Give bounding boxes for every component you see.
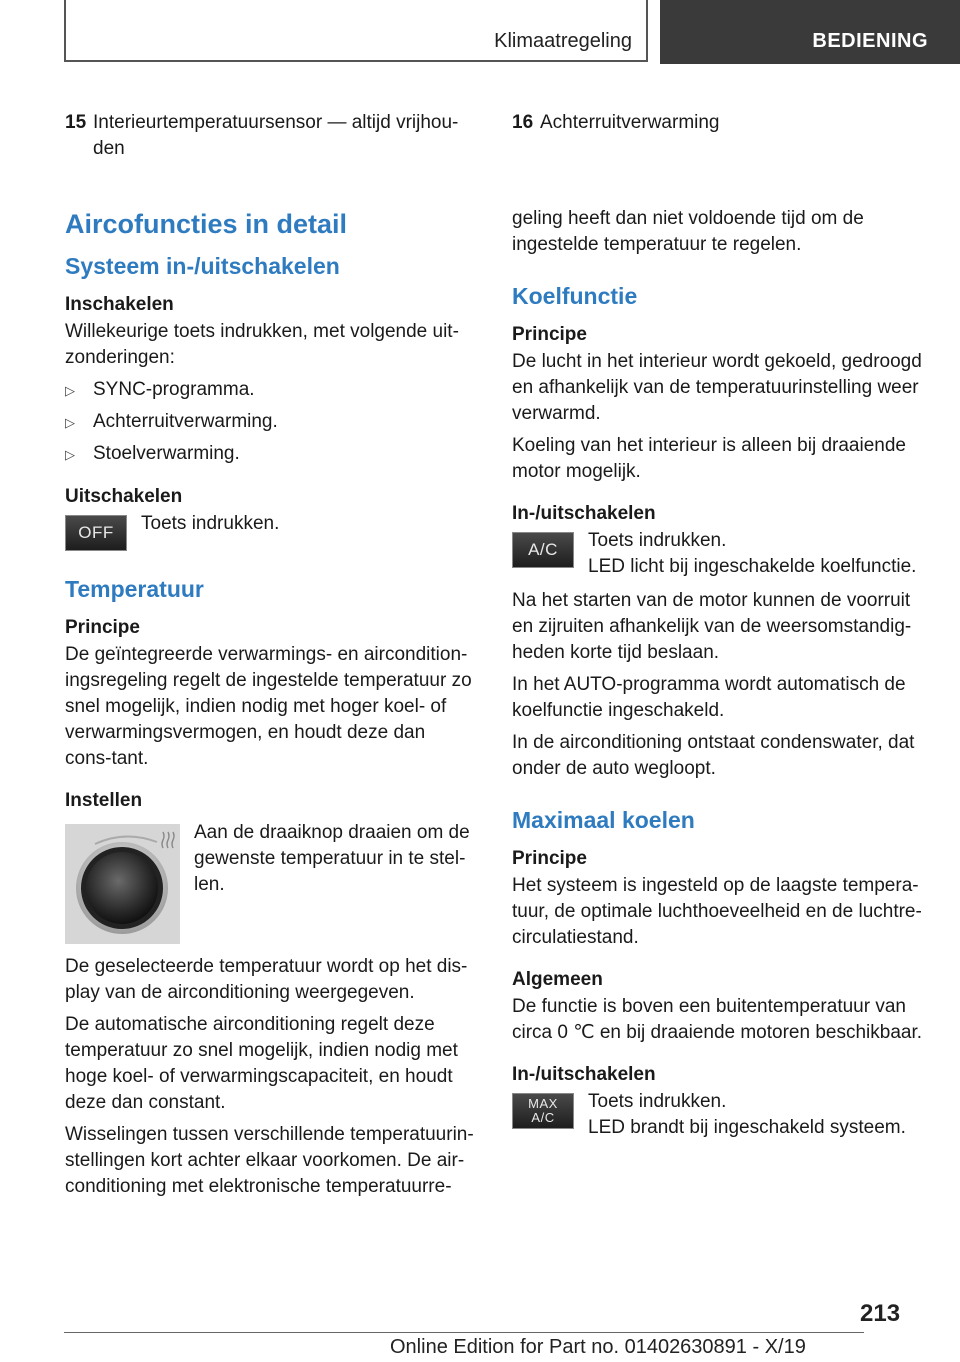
list-item: ▷ Achterruitverwarming. [65, 409, 475, 436]
edition-note: Online Edition for Part no. 01402630891 - X/19 [390, 1336, 806, 1358]
page-number: 213 [860, 1300, 901, 1327]
section-heading-cooling: Koelfunctie [512, 283, 638, 309]
subheading-principe: Principe [512, 848, 587, 869]
legend-text: Achterruitverwarming [540, 112, 720, 133]
ac-instruction [512, 528, 930, 580]
exception-list [65, 377, 475, 468]
paragraph: geling heeft dan niet voldoende tijd om de ingestelde temperatuur te regelen. [512, 208, 864, 255]
chapter-heading: Aircofuncties in detail [65, 209, 348, 239]
paragraph: Willekeurige toets indrukken, met volgende uit-zonderingen: [65, 321, 459, 368]
paragraph: De geselecteerde temperatuur wordt op het dis-play van de airconditioning weergegeven. [65, 956, 468, 1003]
left-column [65, 110, 475, 1206]
instruction-text: LED brandt bij ingeschakeld systeem. [588, 1117, 906, 1138]
subheading-inschakelen: Inschakelen [65, 294, 174, 315]
temperature-knob-image [65, 824, 180, 944]
section-heading-system: Systeem in-/uitschakelen [65, 253, 340, 279]
list-item: ▷ SYNC-programma. [65, 377, 475, 404]
instruction-text: Toets indrukken. [588, 530, 727, 551]
subheading-instellen: Instellen [65, 790, 143, 811]
instruction-text: Toets indrukken. [588, 1091, 727, 1112]
section-heading-max-cooling: Maximaal koelen [512, 807, 695, 833]
header-section-title: Klimaatregeling [494, 30, 632, 52]
legend-item-15 [65, 110, 475, 162]
paragraph: Koeling van het interieur is alleen bij draaiende motor mogelijk. [512, 435, 906, 482]
subheading-in-uitschakelen: In-/uitschakelen [512, 1064, 656, 1085]
legend-number: 16 [512, 112, 534, 133]
off-instruction [65, 511, 475, 551]
paragraph: In de airconditioning ontstaat condenswater, dat onder de auto wegloopt. [512, 732, 915, 779]
knob-instruction [65, 820, 475, 944]
instruction-text: Aan de draaiknop draaien om de gewenste temperatuur in te stel-len. [194, 822, 470, 895]
instruction-text: LED licht bij ingeschakelde koelfunctie. [588, 556, 917, 577]
triangle-bullet-icon: ▷ [65, 415, 75, 430]
legend-item-16 [512, 110, 930, 136]
paragraph: De lucht in het interieur wordt gekoeld, gedroogd en afhankelijk van de temperatuurinstelling weer verwarmd. [512, 351, 922, 424]
instruction-text: Toets indrukken. [141, 513, 280, 534]
paragraph: Na het starten van de motor kunnen de voorruit en zijruiten afhankelijk van de weersomstandig-heden korte tijd beslaan. [512, 590, 912, 663]
legend-text: Interieurtemperatuursensor — altijd vrijhou-den [93, 112, 459, 159]
triangle-bullet-icon: ▷ [65, 383, 75, 398]
subheading-principe: Principe [65, 617, 140, 638]
footer-divider [64, 1332, 864, 1333]
triangle-bullet-icon: ▷ [65, 447, 75, 462]
header-chapter-tab [660, 0, 960, 64]
rotary-knob-icon [65, 824, 180, 944]
paragraph: Het systeem is ingesteld op de laagste tempera-tuur, de optimale luchthoeveelheid en de luchtre-circulatiestand. [512, 875, 922, 948]
subheading-principe: Principe [512, 324, 587, 345]
paragraph: De functie is boven een buitentemperatuur van circa 0 ℃ en bij draaiende motoren beschikbaar. [512, 996, 923, 1043]
ac-button-icon: A/C [512, 532, 574, 568]
section-heading-temperature: Temperatuur [65, 576, 204, 602]
max-ac-instruction [512, 1089, 930, 1141]
paragraph: Wisselingen tussen verschillende temperatuurin-stellingen kort achter elkaar voorkomen. De air-conditioning met elektronische temperatuurre- [65, 1124, 474, 1197]
legend-number: 15 [65, 112, 87, 133]
header-section-tab [64, 0, 648, 62]
header-chapter-title: BEDIENING [812, 30, 928, 52]
subheading-algemeen: Algemeen [512, 969, 603, 990]
subheading-uitschakelen: Uitschakelen [65, 486, 183, 507]
max-ac-button-icon: MAX A/C [512, 1093, 574, 1129]
page-header [0, 0, 960, 66]
right-column [512, 110, 930, 1149]
off-button-icon: OFF [65, 515, 127, 551]
paragraph: In het AUTO-programma wordt automatisch de koelfunctie ingeschakeld. [512, 674, 906, 721]
paragraph: De geïntegreerde verwarmings- en aircondition-ingsregeling regelt de ingestelde temperatuur zo snel mogelijk, indien nodig met hoger koel- of verwarmingsvermogen, en houdt deze dan cons-tant. [65, 644, 472, 769]
paragraph: De automatische airconditioning regelt deze temperatuur zo snel mogelijk, indien nodig met hoge koel- of verwarmingscapaciteit, en houdt deze dan constant. [65, 1014, 458, 1113]
list-item: ▷ Stoelverwarming. [65, 441, 475, 468]
subheading-in-uitschakelen: In-/uitschakelen [512, 503, 656, 524]
